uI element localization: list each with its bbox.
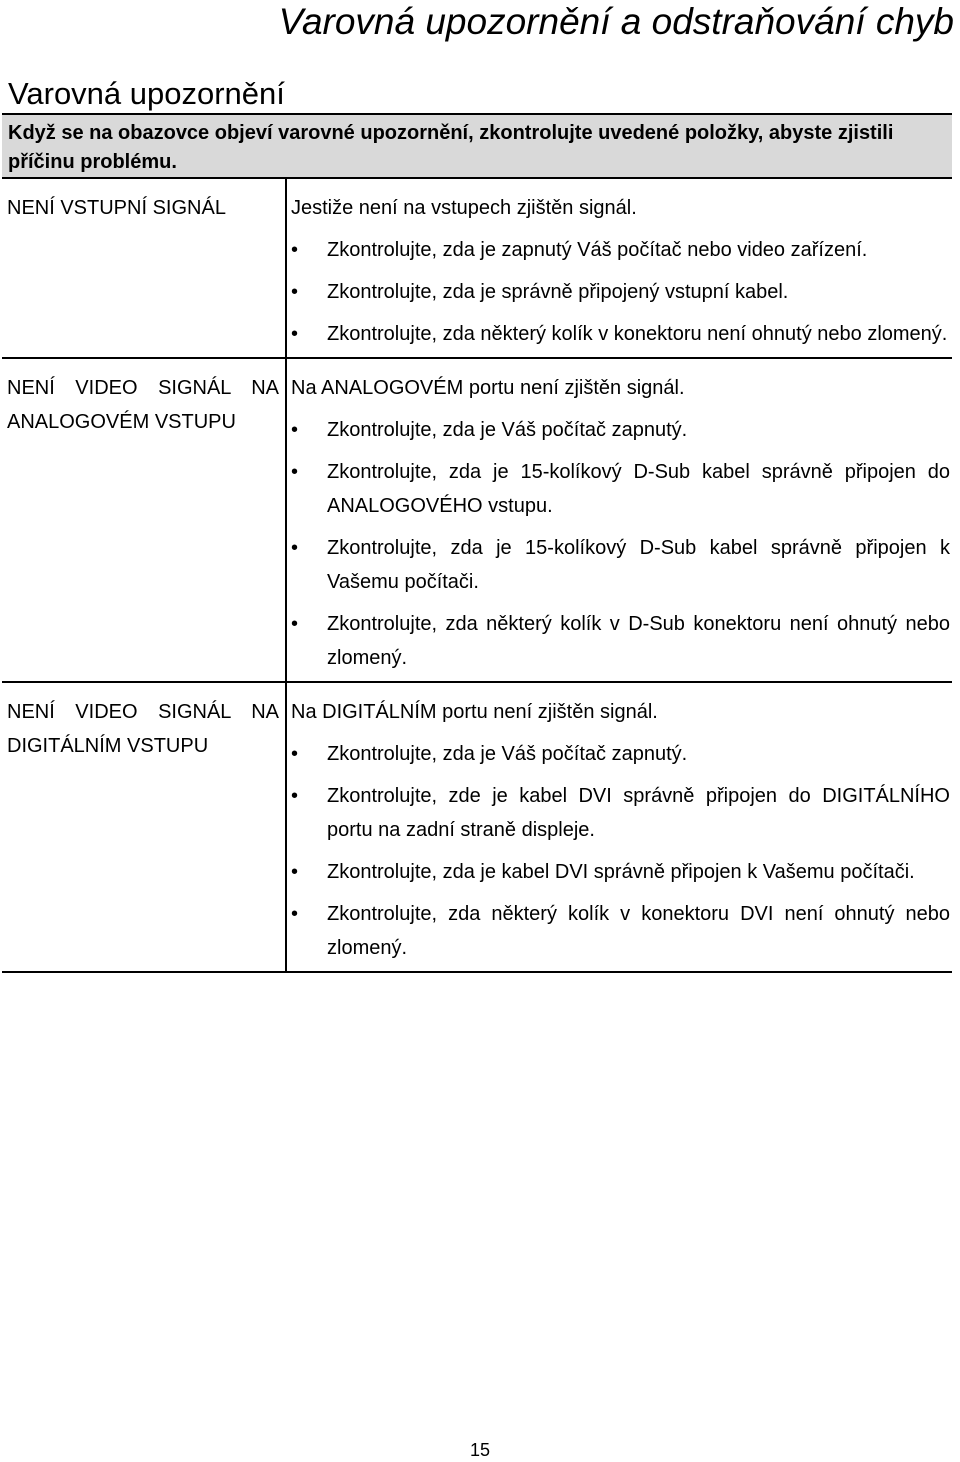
list-item [291, 275, 950, 309]
check-text: Zkontrolujte, zda některý kolík v konektoru DVI není ohnutý nebo zlomený. [327, 903, 950, 959]
list-item [291, 897, 950, 965]
row-label: NENÍ VIDEO SIGNÁL NA ANALOGOVÉM VSTUPU [2, 358, 286, 682]
list-item [291, 531, 950, 599]
intro-text: Když se na obazovce objeví varovné upozornění, zkontrolujte uvedené položky, abyste zjistili příčinu problému. [2, 114, 952, 178]
row-detail [286, 178, 952, 358]
check-text: Zkontrolujte, zda je zapnutý Váš počítač nebo video zařízení. [327, 239, 868, 261]
bullet-icon: • [291, 785, 299, 807]
row-lead: Na DIGITÁLNÍM portu není zjištěn signál. [291, 701, 658, 723]
list-item [291, 779, 950, 847]
bullet-icon: • [291, 281, 299, 303]
check-text: Zkontrolujte, zda je 15-kolíkový D-Sub kabel správně připojen k Vašemu počítači. [327, 537, 950, 593]
section-title: Varovná upozornění [8, 76, 285, 111]
check-text: Zkontrolujte, zda je Váš počítač zapnutý. [327, 419, 688, 441]
check-text: Zkontrolujte, zda je 15-kolíkový D-Sub kabel správně připojen do ANALOGOVÉHO vstupu. [327, 461, 950, 517]
check-text: Zkontrolujte, zda je Váš počítač zapnutý. [327, 743, 688, 765]
bullet-icon: • [291, 461, 299, 483]
table-row [2, 682, 952, 972]
row-label: NENÍ VIDEO SIGNÁL NA DIGITÁLNÍM VSTUPU [2, 682, 286, 972]
bullet-icon: • [291, 861, 299, 883]
list-item [291, 855, 950, 889]
bullet-icon: • [291, 323, 299, 345]
check-list [291, 737, 950, 965]
bullet-icon: • [291, 903, 299, 925]
check-list [291, 233, 950, 351]
check-text: Zkontrolujte, zda je kabel DVI správně připojen k Vašemu počítači. [327, 861, 915, 883]
warnings-table [2, 113, 952, 973]
row-detail [286, 358, 952, 682]
check-list [291, 413, 950, 675]
check-text: Zkontrolujte, zda některý kolík v D-Sub konektoru není ohnutý nebo zlomený. [327, 613, 950, 669]
bullet-icon: • [291, 613, 299, 635]
page-title: Varovná upozornění a odstraňování chyb [278, 1, 954, 42]
list-item [291, 607, 950, 675]
bullet-icon: • [291, 537, 299, 559]
intro-row [2, 114, 952, 178]
bullet-icon: • [291, 419, 299, 441]
list-item [291, 455, 950, 523]
list-item [291, 413, 950, 447]
check-text: Zkontrolujte, zde je kabel DVI správně připojen do DIGITÁLNÍHO portu na zadní straně displeje. [327, 785, 950, 841]
check-text: Zkontrolujte, zda je správně připojený vstupní kabel. [327, 281, 789, 303]
list-item [291, 317, 950, 351]
page-number: 15 [469, 1440, 491, 1460]
list-item [291, 737, 950, 771]
list-item [291, 233, 950, 267]
table-row [2, 178, 952, 358]
bullet-icon: • [291, 743, 299, 765]
table-row [2, 358, 952, 682]
check-text: Zkontrolujte, zda některý kolík v konektoru není ohnutý nebo zlomený. [327, 323, 948, 345]
row-label: NENÍ VSTUPNÍ SIGNÁL [2, 178, 286, 358]
row-lead: Jestiže není na vstupech zjištěn signál. [291, 197, 637, 219]
row-lead: Na ANALOGOVÉM portu není zjištěn signál. [291, 377, 685, 399]
bullet-icon: • [291, 239, 299, 261]
row-detail [286, 682, 952, 972]
